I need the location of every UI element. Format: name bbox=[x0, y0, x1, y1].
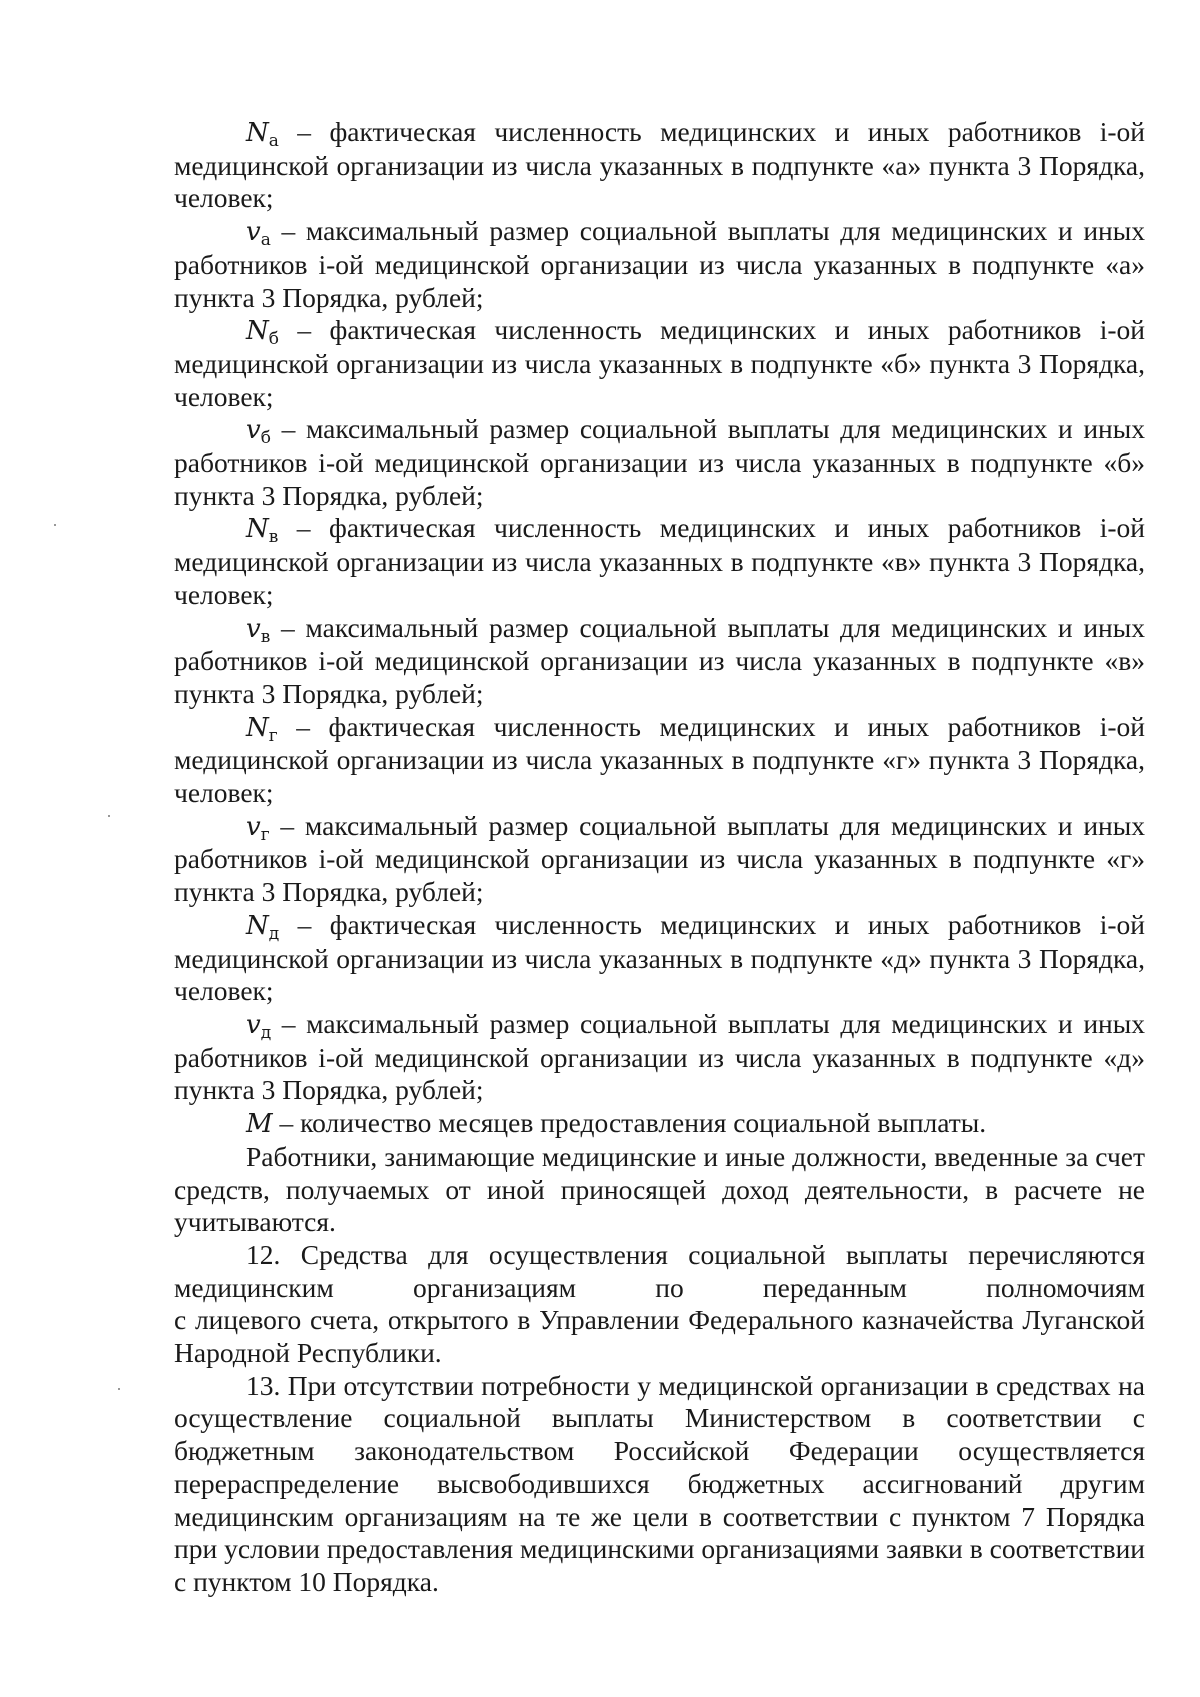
formula-subscript: б bbox=[268, 329, 279, 350]
paragraph-12-text: с лицевого счета, открытого в Управлении Федерального казначейства Луганской Народной Республики. bbox=[174, 1304, 1145, 1369]
definition-n-g bbox=[174, 711, 1145, 810]
scan-speck bbox=[54, 524, 56, 526]
paragraph-12 bbox=[174, 1239, 1145, 1370]
definition-text: – максимальный размер социальной выплаты для медицинских и иных работников i-ой медицинской организации из числа указанных в подпункте «а» пункта 3 Порядка, рублей; bbox=[174, 215, 1145, 313]
definition-text: – максимальный размер социальной выплаты для медицинских и иных работников i-ой медицинской организации из числа указанных в подпункте «б» пункта 3 Порядка, рублей; bbox=[174, 413, 1145, 511]
formula-symbol: v bbox=[246, 1009, 261, 1040]
definition-v-v bbox=[174, 612, 1145, 711]
paragraph-13: 13. При отсутствии потребности у медицинской организации в средствах на осуществление социальной выплаты Министерством в соответствии с бюджетным законодательством Российской Федерации осуществляется перераспределение высвободившихся бюджетных ассигнований другим медицинским организациям на те же цели в соответствии с пунктом 7 Порядка при условии предоставления медицинскими организациями заявки в соответствии с пунктом 10 Порядка. bbox=[174, 1369, 1145, 1597]
definition-text: – фактическая численность медицинских и иных работников i-ой медицинской организации из числа указанных в подпункте «а» пункта 3 Порядка, человек; bbox=[174, 116, 1145, 214]
formula-symbol: N bbox=[246, 712, 269, 743]
definition-v-g bbox=[174, 810, 1145, 909]
formula-subscript: в bbox=[260, 626, 271, 647]
formula-symbol: N bbox=[246, 118, 269, 148]
formula-subscript: д bbox=[268, 923, 280, 944]
definition-n-d bbox=[174, 909, 1145, 1008]
definition-text: – фактическая численность медицинских и иных работников i-ой медицинской организации из числа указанных в подпункте «в» пункта 3 Порядка, человек; bbox=[174, 512, 1145, 610]
formula-symbol: v bbox=[246, 613, 261, 644]
definition-text: – максимальный размер социальной выплаты для медицинских и иных работников i-ой медицинской организации из числа указанных в подпункте «г» пункта 3 Порядка, рублей; bbox=[174, 809, 1145, 908]
paragraph-workers-note: Работники, занимающие медицинские и иные должности, введенные за счет средств, получаемых от иной приносящей доход деятельности, в расчете не учитываются. bbox=[174, 1140, 1145, 1238]
formula-symbol: v bbox=[246, 217, 261, 248]
formula-subscript: а bbox=[268, 131, 279, 151]
definition-text: – максимальный размер социальной выплаты для медицинских и иных работников i-ой медицинской организации из числа указанных в подпункте «д» пункта 3 Порядка, рублей; bbox=[174, 1007, 1145, 1106]
formula-symbol: N bbox=[246, 316, 269, 347]
definition-v-b bbox=[174, 413, 1145, 512]
definition-v-a bbox=[174, 215, 1145, 314]
formula-subscript: в bbox=[268, 527, 279, 548]
formula-symbol: v bbox=[246, 415, 261, 446]
definition-n-b bbox=[174, 314, 1145, 413]
definition-n-v bbox=[174, 512, 1145, 611]
scan-speck bbox=[118, 1388, 120, 1390]
document-body bbox=[174, 116, 1145, 1599]
formula-subscript: г bbox=[260, 824, 270, 845]
definition-text: – максимальный размер социальной выплаты для медицинских и иных работников i-ой медицинской организации из числа указанных в подпункте «в» пункта 3 Порядка, рублей; bbox=[174, 611, 1145, 709]
formula-symbol: v bbox=[246, 811, 261, 842]
definition-text: – количество месяцев предоставления социальной выплаты. bbox=[272, 1107, 987, 1139]
paragraph-12-line: 12. Средства для осуществления социальной выплаты перечисляются bbox=[246, 1238, 1145, 1270]
definition-n-a bbox=[174, 116, 1145, 215]
formula-symbol: N bbox=[246, 514, 269, 545]
scan-speck bbox=[108, 815, 110, 817]
definition-text: – фактическая численность медицинских и иных работников i-ой медицинской организации из числа указанных в подпункте «г» пункта 3 Порядка, человек; bbox=[174, 710, 1145, 809]
definition-v-d bbox=[174, 1008, 1145, 1107]
paragraph-12-line: медицинским организациям по переданным полномочиям bbox=[174, 1271, 1145, 1303]
formula-symbol: N bbox=[246, 910, 269, 941]
formula-subscript: д bbox=[260, 1022, 272, 1043]
formula-subscript: б bbox=[260, 428, 271, 449]
definition-text: – фактическая численность медицинских и иных работников i-ой медицинской организации из числа указанных в подпункте «д» пункта 3 Порядка, человек; bbox=[174, 908, 1145, 1007]
formula-subscript: а bbox=[260, 230, 271, 251]
definition-text: – фактическая численность медицинских и иных работников i-ой медицинской организации из числа указанных в подпункте «б» пункта 3 Порядка, человек; bbox=[174, 314, 1145, 412]
definition-m bbox=[174, 1107, 1145, 1141]
formula-subscript: г bbox=[268, 725, 278, 746]
formula-symbol: M bbox=[246, 1109, 273, 1140]
